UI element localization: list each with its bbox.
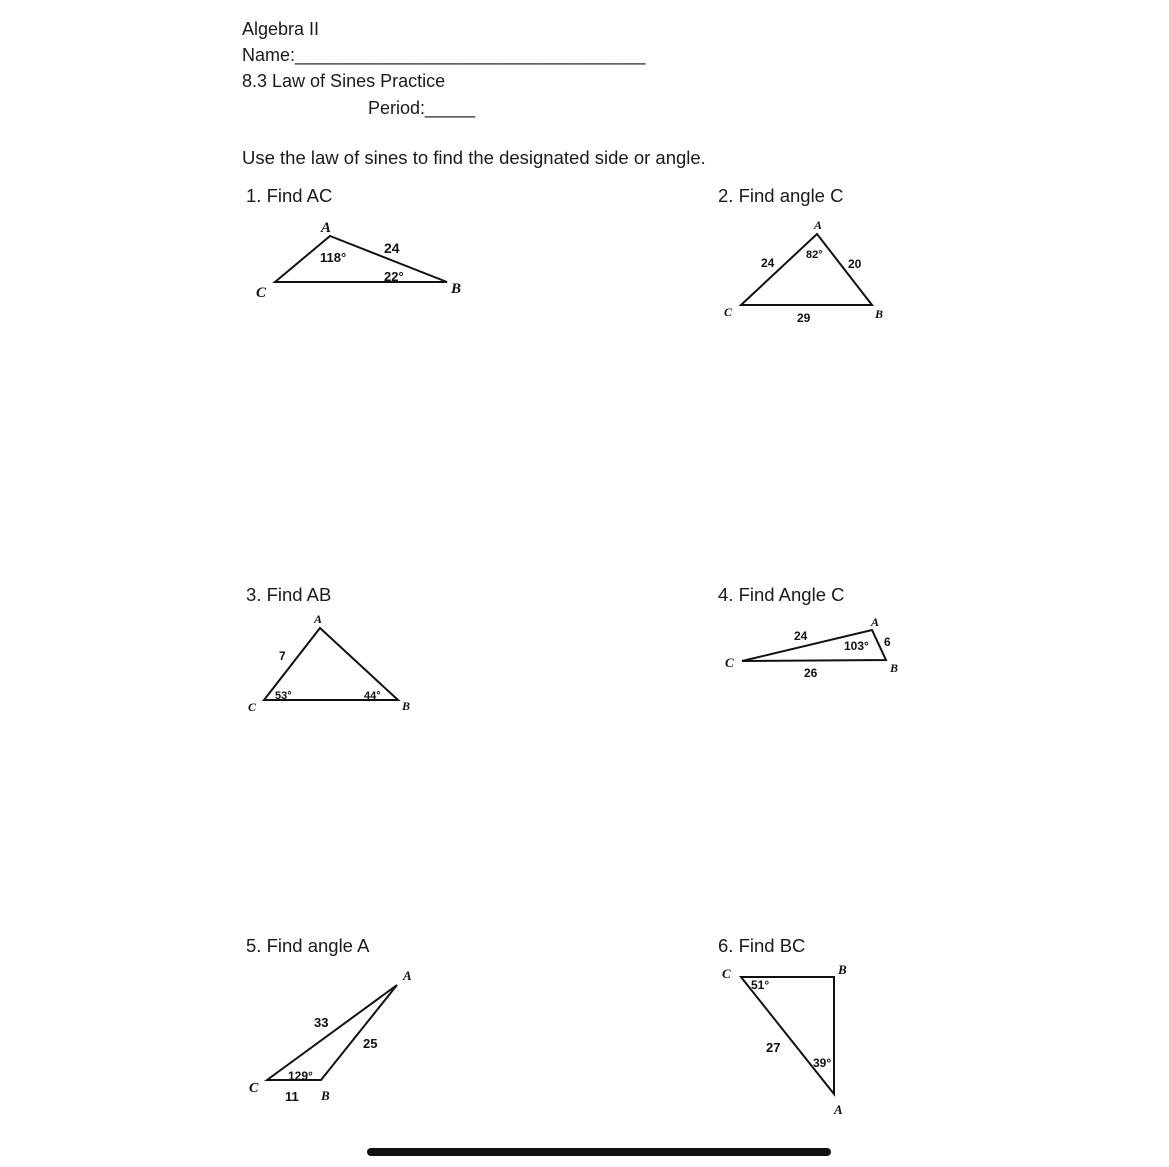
problem-5-title: 5. Find angle A: [246, 935, 370, 956]
side-label: 26: [804, 666, 818, 680]
angle-label: 53°: [275, 690, 292, 702]
vertex-b: B: [838, 962, 847, 977]
side-label: 24: [384, 240, 400, 256]
vertex-a: A: [814, 218, 823, 232]
angle-label: 103°: [844, 639, 869, 653]
vertex-c: C: [249, 1081, 259, 1096]
vertex-c: C: [725, 655, 734, 670]
problem-6-title: 6. Find BC: [718, 935, 806, 956]
problem-2-title: 2. Find angle C: [718, 185, 844, 206]
vertex-c: C: [256, 285, 267, 301]
side-label: 25: [363, 1036, 378, 1051]
name-line: Name:___________________________________: [242, 45, 646, 65]
side-label: 24: [761, 256, 775, 270]
angle-label: 129°: [288, 1069, 313, 1083]
period-line: Period:_____: [368, 98, 476, 118]
vertex-a: A: [403, 968, 412, 983]
vertex-a: A: [834, 1102, 843, 1117]
triangle-1: [275, 236, 447, 282]
worksheet-title: 8.3 Law of Sines Practice: [242, 71, 446, 91]
side-label: 29: [797, 311, 811, 325]
vertex-b: B: [875, 307, 884, 321]
vertex-b: B: [451, 281, 462, 297]
vertex-c: C: [248, 700, 257, 714]
side-label: 20: [848, 257, 862, 271]
vertex-a: A: [871, 615, 880, 629]
vertex-c: C: [724, 305, 733, 319]
vertex-a: A: [321, 220, 332, 236]
side-label: 6: [884, 635, 891, 649]
side-label: 11: [285, 1089, 299, 1104]
side-label: 24: [794, 629, 808, 643]
angle-label: 51°: [751, 978, 770, 992]
angle-label: 82°: [806, 249, 823, 261]
home-indicator[interactable]: [367, 1148, 831, 1156]
angle-label: 22°: [384, 269, 404, 284]
problem-4-title: 4. Find Angle C: [718, 584, 845, 605]
instructions: Use the law of sines to find the designated side or angle.: [242, 147, 706, 168]
problem-3-title: 3. Find AB: [246, 584, 332, 605]
side-label: 7: [279, 649, 286, 663]
angle-label: 118°: [320, 250, 347, 265]
vertex-b: B: [321, 1088, 330, 1103]
vertex-b: B: [402, 699, 411, 713]
side-label: 33: [314, 1015, 329, 1030]
vertex-a: A: [314, 612, 323, 626]
vertex-c: C: [722, 966, 731, 981]
triangle-6: [741, 977, 834, 1094]
course-title: Algebra II: [242, 19, 320, 39]
triangle-5: [267, 985, 397, 1080]
problem-1-title: 1. Find AC: [246, 185, 333, 206]
angle-label: 39°: [813, 1056, 832, 1070]
angle-label: 44°: [364, 690, 381, 702]
side-label: 27: [766, 1040, 781, 1055]
vertex-b: B: [890, 661, 899, 675]
